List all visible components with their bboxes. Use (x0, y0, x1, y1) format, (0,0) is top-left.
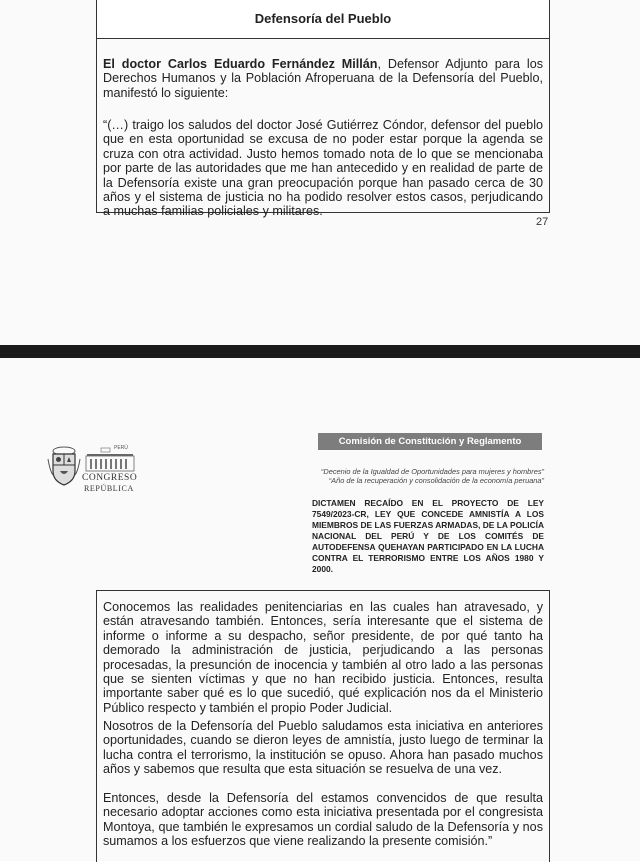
speaker-name: El doctor Carlos Eduardo Fernández Millán (103, 57, 378, 71)
decade-motto-line-2: “Año de la recuperación y consolidación de la economía peruana” (328, 476, 544, 485)
republica-wordmark: REPÚBLICA (84, 484, 134, 493)
transcript-paragraph-1: Conocemos las realidades penitenciarias en las cuales han atravesado, y están atravesando también. Entonces, sería interesante que el sistema de informe o informe a su despacho, señor presidente, de por qué tanto ha demorado la administración de justicia, perjudicando a las personas procesadas, la presunción de inocencia y también al otro lado a las personas que se sienten víctimas y que no han recibido justicia. Entonces, resulta importante saber qué es lo que sucedió, qué explicación nos da el Ministerio Público respecto y también el propio Poder Judicial. (103, 600, 543, 715)
peru-coat-of-arms-icon (47, 445, 81, 487)
intro-paragraph (103, 57, 543, 100)
transcript-paragraph-2: Nosotros de la Defensoría del Pueblo saludamos esta iniciativa en anteriores oportunidades, cuando se dieron leyes de amnistía, justo luego de terminar la lucha contra el terrorismo, la institución se opuso. Ahora han pasado muchos años y sabemos que resulta que esta situación se resuelva de una vez. (103, 719, 543, 777)
transcript-paragraph-3: Entonces, desde la Defensoría del estamos convencidos de que resulta necesario adoptar acciones como esta iniciativa presentada por el congresista Montoya, que también le expresamos un cordial saludo de la Defensoría y nos sumamos a los esfuerzos que viene realizando la presente comisión.” (103, 791, 543, 849)
intro-text: , Defensor Adjunto para los Derechos Humanos y la Población Afroperuana de la Defensoría del Pueblo, manifestó lo siguiente: (103, 57, 544, 100)
congreso-wordmark: CONGRESO (82, 473, 138, 483)
transcript-frame (96, 590, 550, 862)
decade-motto-line-1: “Decenio de la Igualdad de Oportunidades para mujeres y hombres” (320, 467, 544, 476)
commission-banner: Comisión de Constitución y Reglamento (318, 433, 542, 450)
page-divider (0, 345, 640, 358)
page-number: 27 (536, 216, 549, 228)
decade-motto (282, 467, 544, 485)
document-page-top (0, 0, 640, 345)
dictamen-title: DICTAMEN RECAÍDO EN EL PROYECTO DE LEY 7549/2023-CR, LEY QUE CONCEDE AMNISTÍA A LOS MIEMBROS DE LAS FUERZAS ARMADAS, DE LA POLICÍA NACIONAL DEL PERÚ Y DE LOS COMITÉS DE AUTODEFENSA QUEHAYAN PARTICIPADO EN LA LUCHA CONTRA EL TERRORISMO ENTRE LOS AÑOS 1980 Y 2000. (312, 498, 544, 574)
quote-paragraph: “(…) traigo los saludos del doctor José Gutiérrez Cóndor, defensor del pueblo que en esta oportunidad se excusa de no poder estar porque la agenda se cruza con otra actividad. Justo hemos tomado nota de lo que se mencionaba por parte de las autoridades que me han antecedido y en realidad de parte de la Defensoría existe una gran preocupación porque han pasado cerca de 30 años y el sistema de justicia no ha podido resolver estos casos, perjudicando a muchas familias policiales y militares. (103, 118, 543, 219)
section-header (97, 0, 549, 39)
section-header-title: Defensoría del Pueblo (254, 11, 392, 26)
logo-peru-text: PERÚ (114, 445, 128, 451)
quote-frame (96, 0, 550, 219)
